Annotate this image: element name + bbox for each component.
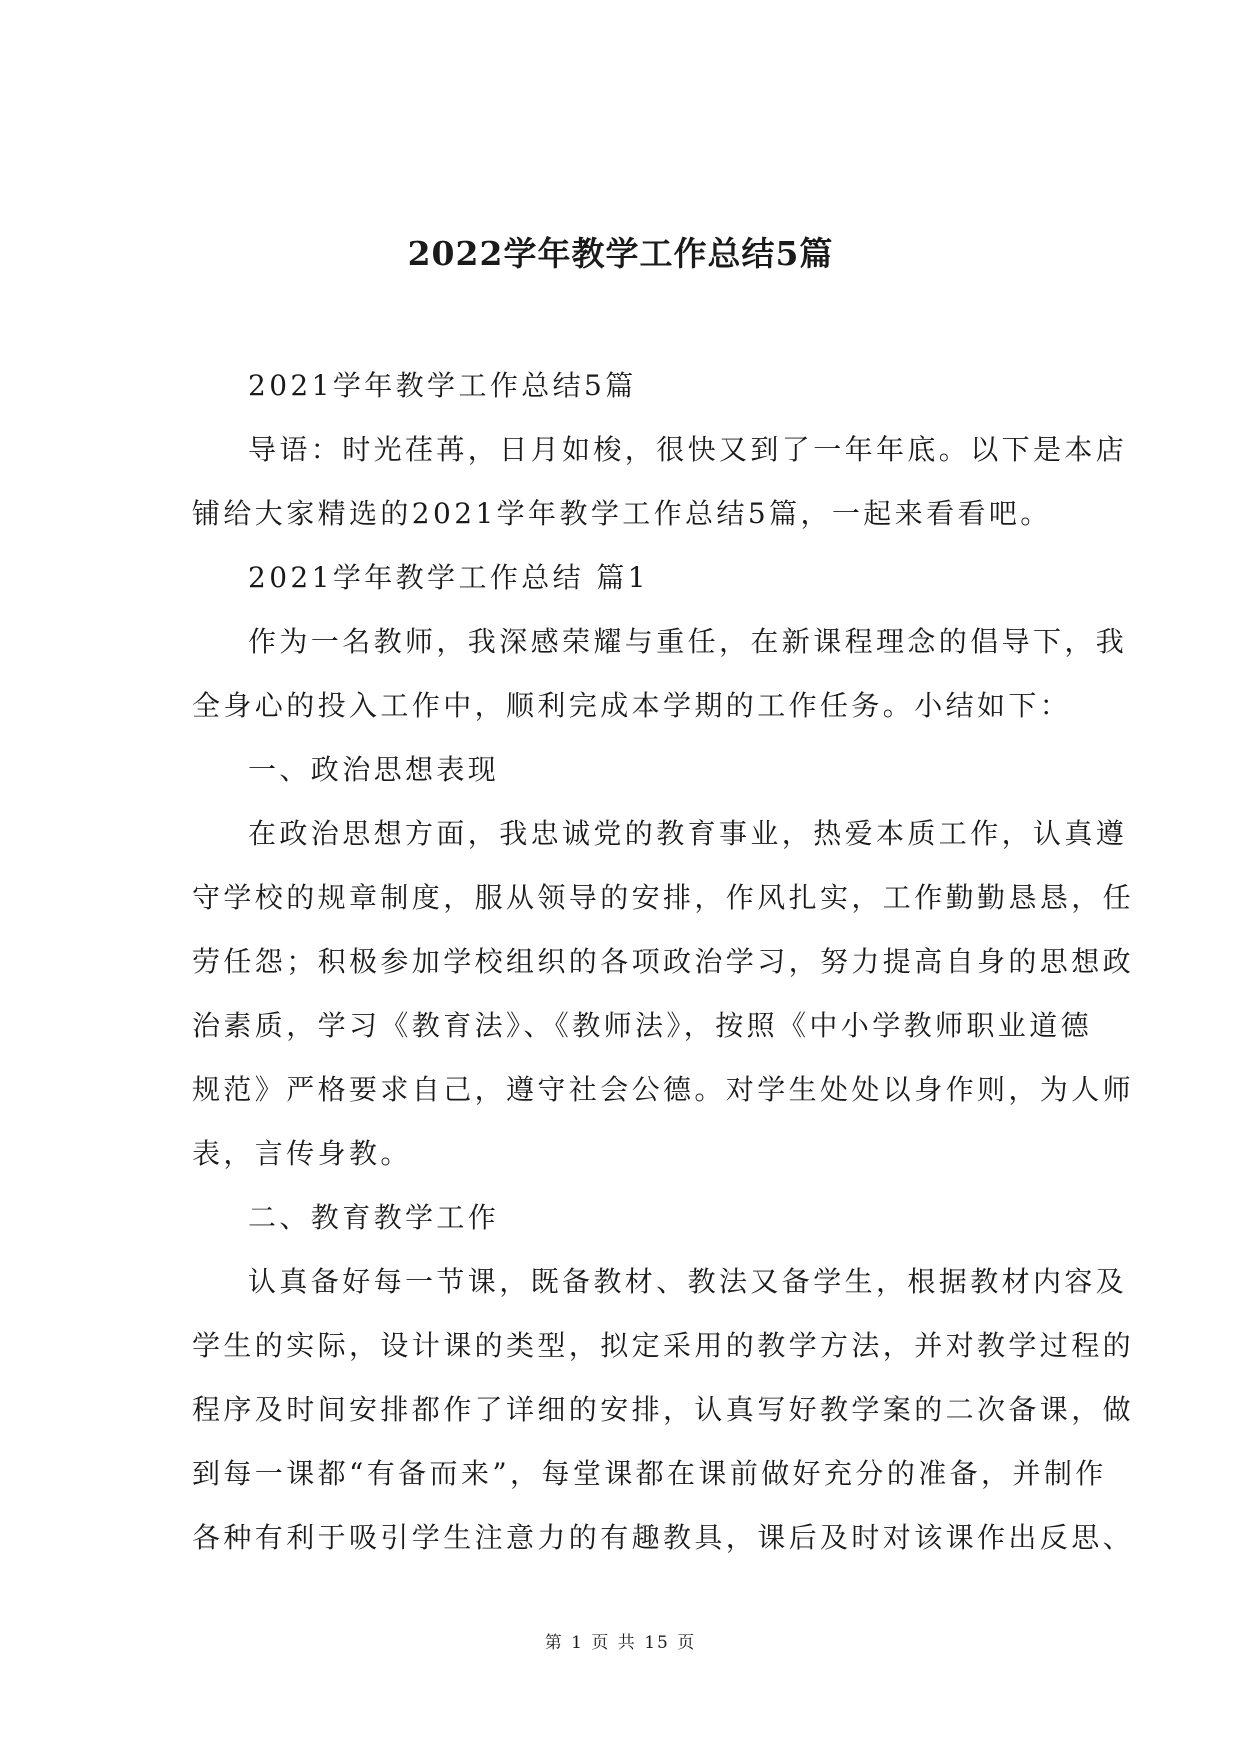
text-line: 规范》严格要求自己，遵守社会公德。对学生处处以身作则，为人师 (192, 1073, 1135, 1106)
document-body (192, 354, 1135, 1570)
text-line: 程序及时间安排都作了详细的安排，认真写好教学案的二次备课，做 (192, 1393, 1135, 1426)
text-line: 导语：时光荏苒，日月如梭，很快又到了一年年底。以下是本店 (248, 433, 1128, 466)
text-line: 治素质，学习《教育法》、《教师法》，按照《中小学教师职业道德 (192, 1009, 1093, 1042)
text-line: 作为一名教师，我深感荣耀与重任，在新课程理念的倡导下，我 (248, 625, 1128, 658)
text-line: 认真备好每一节课，既备教材、教法又备学生，根据教材内容及 (248, 1265, 1128, 1298)
document-title: 2022学年教学工作总结5篇 (407, 234, 834, 273)
text-line: 2021学年教学工作总结 篇1 (248, 561, 649, 594)
text-line: 2021学年教学工作总结5篇 (248, 369, 637, 402)
text-line: 学生的实际，设计课的类型，拟定采用的教学方法，并对教学过程的 (192, 1329, 1135, 1362)
text-line: 表，言传身教。 (192, 1137, 412, 1170)
text-line: 二、教育教学工作 (248, 1201, 500, 1234)
text-line: 在政治思想方面，我忠诚党的教育事业，热爱本质工作，认真遵 (248, 817, 1128, 850)
text-line: 劳任怨；积极参加学校组织的各项政治学习，努力提高自身的思想政 (192, 945, 1135, 978)
text-line: 铺给大家精选的2021学年教学工作总结5篇，一起来看看吧。 (192, 497, 1052, 530)
text-line: 一、政治思想表现 (248, 753, 500, 786)
text-line: 全身心的投入工作中，顺利完成本学期的工作任务。小结如下： (192, 689, 1072, 722)
page-footer: 第 1 页 共 15 页 (544, 1633, 697, 1653)
text-line: 各种有利于吸引学生注意力的有趣教具，课后及时对该课作出反思、 (192, 1521, 1135, 1554)
text-line: 守学校的规章制度，服从领导的安排，作风扎实，工作勤勤恳恳，任 (192, 881, 1135, 914)
text-line: 到每一课都“有备而来”，每堂课都在课前做好充分的准备，并制作 (192, 1457, 1107, 1490)
